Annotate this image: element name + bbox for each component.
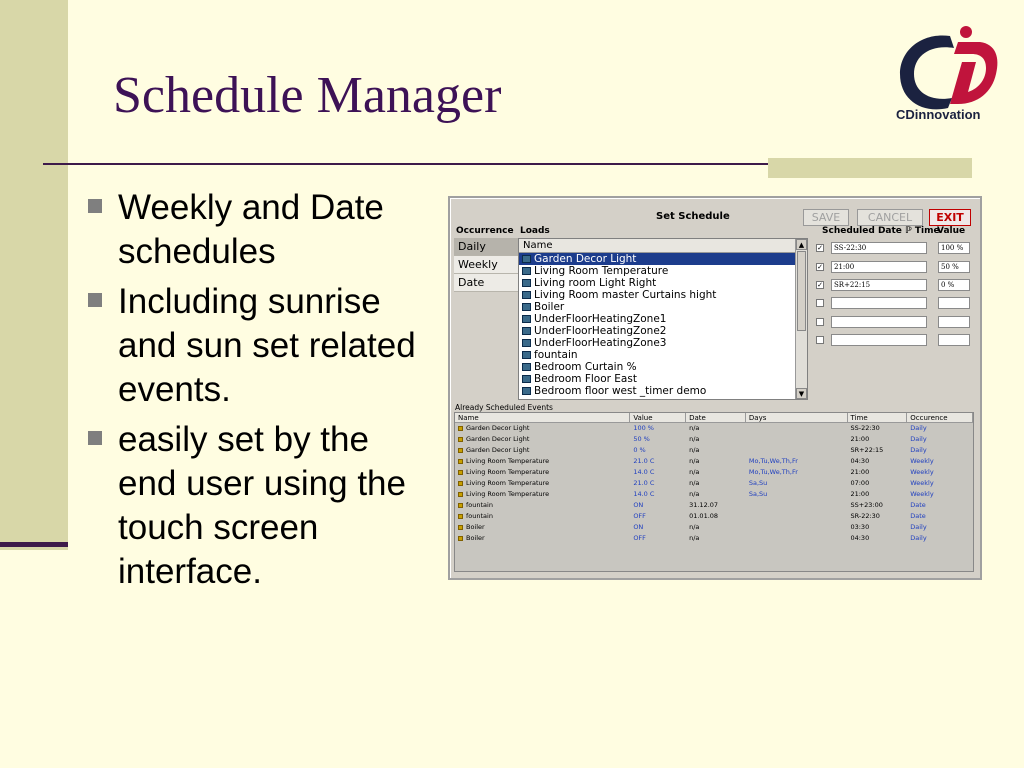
event-date: n/a	[689, 468, 700, 476]
event-value: 14.0 C	[633, 490, 655, 498]
left-decor-band	[0, 0, 68, 550]
schedule-checkbox[interactable]: ✓	[817, 281, 823, 289]
event-time: 21:00	[850, 435, 870, 443]
event-name-text: Living Room Temperature	[466, 479, 550, 487]
col-value[interactable]: Value	[630, 413, 686, 422]
load-row[interactable]	[519, 301, 807, 313]
event-time: SS-22:30	[850, 424, 880, 432]
event-icon	[458, 470, 463, 475]
event-date: n/a	[689, 457, 700, 465]
event-days	[746, 434, 848, 445]
event-icon	[458, 481, 463, 486]
title-rule-box	[768, 158, 972, 178]
load-icon	[522, 387, 531, 395]
load-icon	[522, 315, 531, 323]
event-occurence: Daily	[910, 523, 927, 531]
events-header-row	[455, 413, 973, 423]
event-value: 21.0 C	[633, 479, 655, 487]
occurrence-item-daily[interactable]: Daily	[454, 238, 518, 256]
event-name	[455, 445, 630, 456]
event-time: SR+22:15	[850, 446, 884, 454]
schedule-row	[816, 279, 976, 291]
event-icon	[458, 514, 463, 519]
event-name-text: fountain	[466, 501, 493, 509]
event-value: ON	[633, 501, 644, 509]
schedule-checkbox[interactable]	[816, 336, 824, 344]
event-name	[455, 500, 630, 511]
event-icon	[458, 525, 463, 530]
event-icon	[458, 492, 463, 497]
load-name: fountain	[534, 349, 578, 361]
value-header: Value	[937, 226, 966, 236]
load-name: Living Room Temperature	[534, 265, 669, 277]
event-row[interactable]	[455, 467, 973, 478]
schedule-value-input[interactable]	[938, 297, 970, 309]
event-date: n/a	[689, 534, 700, 542]
load-name: UnderFloorHeatingZone3	[534, 337, 667, 349]
event-value: 21.0 C	[633, 457, 655, 465]
event-value: ON	[633, 523, 644, 531]
event-value: 0 %	[633, 446, 646, 454]
event-occurence: Date	[910, 501, 926, 509]
load-row[interactable]	[519, 337, 807, 349]
event-row[interactable]	[455, 456, 973, 467]
occurrence-item-weekly[interactable]: Weekly	[454, 256, 518, 274]
load-name: Living room Light Right	[534, 277, 657, 289]
event-value: OFF	[633, 534, 646, 542]
event-row[interactable]	[455, 522, 973, 533]
load-row[interactable]	[519, 361, 807, 373]
event-time: 04:30	[850, 457, 870, 465]
event-name-text: Living Room Temperature	[466, 490, 550, 498]
bullet-list	[88, 186, 428, 600]
load-name: Boiler	[534, 301, 565, 313]
load-row[interactable]	[519, 325, 807, 337]
exit-button[interactable]: EXIT	[929, 209, 971, 226]
event-name	[455, 478, 630, 489]
load-icon	[522, 291, 531, 299]
bullet-item: Including sunrise and sun set related events.	[88, 280, 428, 412]
event-row[interactable]	[455, 445, 973, 456]
event-days	[746, 522, 848, 533]
load-name: Bedroom Curtain %	[534, 361, 637, 373]
cancel-button[interactable]: CANCEL	[857, 209, 923, 226]
col-days[interactable]: Days	[746, 413, 848, 422]
load-row[interactable]	[519, 265, 807, 277]
schedule-checkbox[interactable]: ✓	[817, 244, 823, 252]
event-date: n/a	[689, 446, 700, 454]
event-value: 14.0 C	[633, 468, 655, 476]
save-button[interactable]: SAVE	[803, 209, 849, 226]
schedule-checkbox[interactable]	[816, 299, 824, 307]
load-name: Garden Decor Light	[534, 253, 637, 265]
event-name	[455, 423, 630, 434]
col-name[interactable]: Name	[455, 413, 630, 422]
event-occurence: Weekly	[910, 479, 934, 487]
event-time: SS+23:00	[850, 501, 883, 509]
events-table	[454, 412, 974, 572]
schedule-value-input[interactable]: 50 %	[938, 261, 970, 273]
event-name-text: Garden Decor Light	[466, 424, 530, 432]
event-occurence: Daily	[910, 534, 927, 542]
schedule-row	[816, 261, 976, 273]
bullet-square-icon	[88, 293, 102, 307]
event-days	[746, 445, 848, 456]
event-occurence: Daily	[910, 446, 927, 454]
event-row[interactable]	[455, 500, 973, 511]
load-row[interactable]	[519, 253, 807, 265]
event-name-text: fountain	[466, 512, 493, 520]
scroll-up-icon[interactable]: ▲	[796, 239, 807, 250]
event-occurence: Weekly	[910, 490, 934, 498]
bullet-square-icon	[88, 431, 102, 445]
event-time: SR-22:30	[850, 512, 880, 520]
schedule-row	[816, 334, 976, 346]
bullet-item: easily set by the end user using the touch screen interface.	[88, 418, 428, 594]
load-name: UnderFloorHeatingZone1	[534, 313, 667, 325]
schedule-time-input[interactable]	[831, 297, 927, 309]
event-days	[746, 511, 848, 522]
scroll-thumb[interactable]	[797, 251, 806, 331]
event-date: n/a	[689, 479, 700, 487]
load-icon	[522, 279, 531, 287]
load-icon	[522, 327, 531, 335]
loads-header: Loads	[520, 226, 550, 236]
event-row[interactable]	[455, 423, 973, 434]
event-time: 21:00	[850, 468, 870, 476]
load-row[interactable]	[519, 277, 807, 289]
event-name-text: Living Room Temperature	[466, 457, 550, 465]
schedule-row	[816, 242, 976, 254]
load-icon	[522, 375, 531, 383]
event-days: Sa,Su	[748, 479, 768, 487]
event-name	[455, 533, 630, 544]
schedule-time-input[interactable]: SR+22:15	[831, 279, 927, 291]
load-row[interactable]	[519, 349, 807, 361]
event-days	[746, 500, 848, 511]
event-name-text: Garden Decor Light	[466, 435, 530, 443]
event-value: 100 %	[633, 424, 654, 432]
event-icon	[458, 536, 463, 541]
load-row[interactable]	[519, 373, 807, 385]
occurrence-list	[454, 238, 518, 292]
event-days: Sa,Su	[748, 490, 768, 498]
event-name-text: Boiler	[466, 523, 485, 531]
event-row[interactable]	[455, 434, 973, 445]
event-occurence: Daily	[910, 435, 927, 443]
event-name	[455, 489, 630, 500]
load-row[interactable]	[519, 313, 807, 325]
window-title: Set Schedule	[656, 211, 730, 222]
loads-scrollbar[interactable]	[795, 239, 807, 399]
event-name	[455, 434, 630, 445]
left-band-line	[0, 542, 68, 547]
schedule-time-input[interactable]: 21:00	[831, 261, 927, 273]
load-name: Living Room master Curtains hight	[534, 289, 717, 301]
event-icon	[458, 426, 463, 431]
event-time: 21:00	[850, 490, 870, 498]
event-name-text: Garden Decor Light	[466, 446, 530, 454]
event-days: Mo,Tu,We,Th,Fr	[748, 457, 798, 465]
loads-list	[518, 238, 808, 400]
event-date: 31.12.07	[689, 501, 719, 509]
event-occurence: Daily	[910, 424, 927, 432]
event-icon	[458, 503, 463, 508]
slide-title: Schedule Manager	[113, 67, 502, 124]
schedule-value-input[interactable]	[938, 316, 970, 328]
load-icon	[522, 303, 531, 311]
event-icon	[458, 448, 463, 453]
col-date[interactable]: Date	[686, 413, 746, 422]
event-value: 50 %	[633, 435, 650, 443]
set-schedule-window	[448, 196, 982, 580]
loads-column-header: Name	[519, 239, 807, 253]
event-row[interactable]	[455, 489, 973, 500]
load-name: UnderFloorHeatingZone2	[534, 325, 667, 337]
event-date: 01.01.08	[689, 512, 719, 520]
occurrence-item-date[interactable]: Date	[454, 274, 518, 292]
event-occurence: Weekly	[910, 457, 934, 465]
event-days	[746, 533, 848, 544]
already-scheduled-label: Already Scheduled Events	[455, 403, 553, 412]
load-name: Bedroom floor west _timer demo	[534, 385, 707, 397]
load-row[interactable]	[519, 385, 807, 397]
col-occurence[interactable]: Occurence	[907, 413, 973, 422]
event-icon	[458, 437, 463, 442]
scroll-down-icon[interactable]: ▼	[796, 388, 807, 399]
load-icon	[522, 351, 531, 359]
event-row[interactable]	[455, 511, 973, 522]
event-occurence: Date	[910, 512, 926, 520]
load-name: Bedroom Floor East	[534, 373, 637, 385]
event-occurence: Weekly	[910, 468, 934, 476]
event-value: OFF	[633, 512, 646, 520]
event-name	[455, 511, 630, 522]
schedule-value-input[interactable]: 100 %	[938, 242, 970, 254]
load-icon	[522, 339, 531, 347]
schedule-value-input[interactable]: 0 %	[938, 279, 970, 291]
col-time[interactable]: Time	[848, 413, 908, 422]
bullet-item: Weekly and Date schedules	[88, 186, 428, 274]
event-icon	[458, 459, 463, 464]
event-name-text: Boiler	[466, 534, 485, 542]
event-date: n/a	[689, 490, 700, 498]
occurrence-header: Occurrence	[456, 226, 514, 236]
event-time: 04:30	[850, 534, 870, 542]
load-row[interactable]	[519, 289, 807, 301]
event-name	[455, 467, 630, 478]
event-name-text: Living Room Temperature	[466, 468, 550, 476]
scheduled-header: Scheduled Date ℙ Time	[822, 226, 940, 236]
load-icon	[522, 255, 531, 263]
event-name	[455, 456, 630, 467]
event-date: n/a	[689, 435, 700, 443]
schedule-time-input[interactable]: SS-22:30	[831, 242, 927, 254]
event-row[interactable]	[455, 533, 973, 544]
event-time: 03:30	[850, 523, 870, 531]
schedule-value-input[interactable]	[938, 334, 970, 346]
bullet-square-icon	[88, 199, 102, 213]
load-icon	[522, 363, 531, 371]
schedule-checkbox[interactable]: ✓	[817, 263, 823, 271]
load-icon	[522, 267, 531, 275]
schedule-row	[816, 297, 976, 309]
event-date: n/a	[689, 424, 700, 432]
event-name	[455, 522, 630, 533]
event-days: Mo,Tu,We,Th,Fr	[748, 468, 798, 476]
event-row[interactable]	[455, 478, 973, 489]
logo-text: CDinnovation	[896, 107, 981, 122]
event-time: 07:00	[850, 479, 870, 487]
event-days	[746, 423, 848, 434]
schedule-time-input[interactable]	[831, 316, 927, 328]
schedule-checkbox[interactable]	[816, 318, 824, 326]
event-date: n/a	[689, 523, 700, 531]
schedule-row	[816, 316, 976, 328]
schedule-time-input[interactable]	[831, 334, 927, 346]
